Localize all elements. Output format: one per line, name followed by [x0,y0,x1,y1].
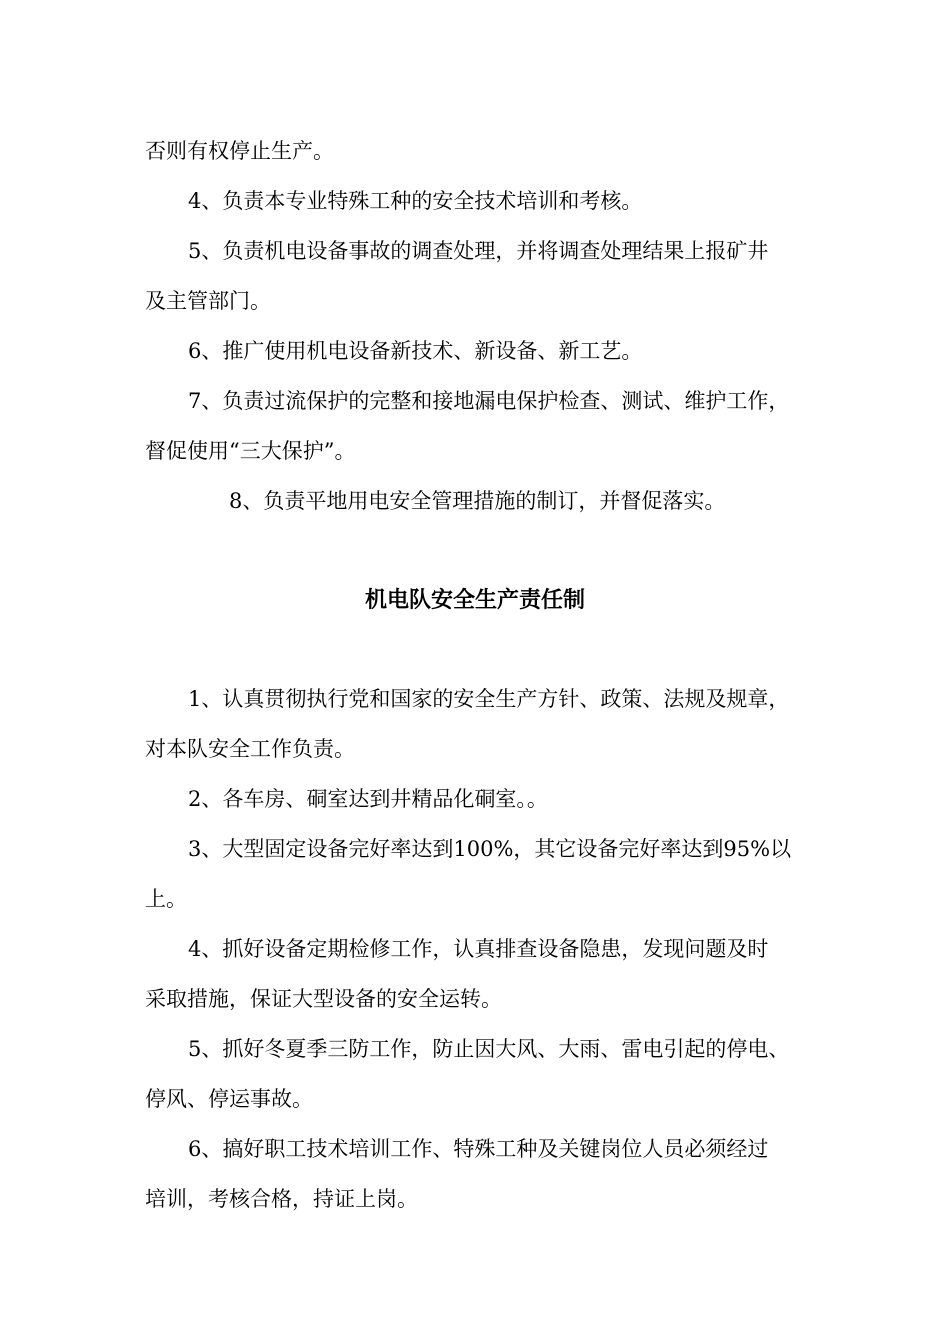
s1-item-4: 4、负责本专业特殊工种的安全技术培训和考核。 [188,189,643,213]
s2-item-6: 6、搞好职工技术培训工作、特殊工种及关键岗位人员必须经过 [188,1137,769,1161]
s2-item-3: 3、大型固定设备完好率达到100%，其它设备完好率达到95%以 [188,837,792,861]
s2-item-4: 4、抓好设备定期检修工作，认真排查设备隐患，发现问题及时 [188,937,769,961]
s2-item-1-cont: 对本队安全工作负责。 [145,737,355,761]
s1-item-6: 6、推广使用机电设备新技术、新设备、新工艺。 [188,339,643,363]
s2-item-6-cont: 培训，考核合格，持证上岗。 [145,1187,418,1211]
s1-item-8: 8、负责平地用电安全管理措施的制订，并督促落实。 [229,489,726,513]
s2-item-5: 5、抓好冬夏季三防工作，防止因大风、大雨、雷电引起的停电、 [188,1037,790,1061]
s1-item-5-cont: 及主管部门。 [145,289,271,313]
s2-item-5-cont: 停风、停运事故。 [145,1087,313,1111]
s1-line-continuation: 否则有权停止生产。 [145,139,334,163]
s2-item-3-cont: 上。 [145,887,187,911]
s2-item-4-cont: 采取措施，保证大型设备的安全运转。 [145,987,502,1011]
s1-item-7-cont: 督促使用“三大保护”。 [145,439,356,463]
s1-item-5: 5、负责机电设备事故的调查处理，并将调查处理结果上报矿井 [188,239,769,263]
s2-item-1: 1、认真贯彻执行党和国家的安全生产方针、政策、法规及规章， [188,687,790,711]
section-title: 机电队安全生产责任制 [364,588,585,613]
s1-item-7: 7、负责过流保护的完整和接地漏电保护检查、测试、维护工作， [188,389,790,413]
s2-item-2: 2、各车房、硐室达到井精品化硐室。。 [188,787,548,811]
